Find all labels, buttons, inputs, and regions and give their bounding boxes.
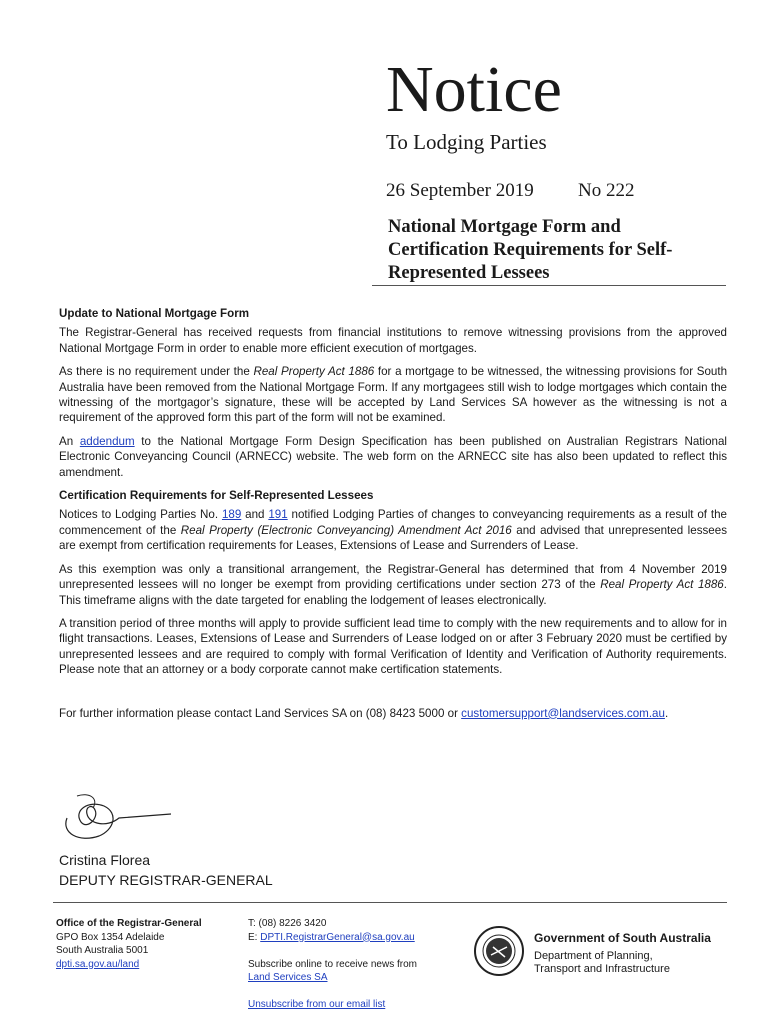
act-name: Real Property Act 1886 — [253, 365, 375, 379]
government-name: Government of South Australia — [534, 931, 711, 945]
heading-line: Certification Requirements for Self- — [388, 240, 673, 260]
address-line: South Australia 5001 — [56, 945, 149, 956]
section-heading-certification: Certification Requirements for Self-Represented Lessees — [59, 489, 374, 503]
text: For further information please contact Land Services SA on (08) 8423 5000 or — [59, 706, 462, 720]
signature-image — [59, 788, 179, 848]
text: Notices to Lodging Parties No. — [59, 508, 222, 522]
paragraph — [59, 434, 727, 480]
paragraph — [59, 562, 727, 608]
act-name: Real Property (Electronic Conveyancing) Amendment Act 2016 — [180, 523, 512, 537]
footer-divider — [53, 902, 727, 903]
department-line: Department of Planning, — [534, 950, 653, 962]
notice-body — [59, 306, 727, 729]
text: An — [59, 434, 80, 448]
notice-number: No 222 — [578, 180, 635, 201]
footer-contact — [248, 917, 417, 1012]
email-label: E: — [248, 931, 261, 943]
text: . — [664, 706, 669, 720]
paragraph — [59, 507, 727, 553]
paragraph: The Registrar-General has received requests from financial institutions to remove witnessing provisions from the approved National Mortgage Form in order to enable more efficient execution of mortgages. — [59, 326, 727, 355]
signer-title: DEPUTY REGISTRAR-GENERAL — [59, 872, 273, 888]
text: As this exemption was only a transitional arrangement, the Registrar-General has determined that from 4 November 2019 unrepresented lessees will no longer be exempt from providing certifications under section 273 of the — [59, 562, 727, 592]
subscribe-link[interactable]: Land Services SA — [248, 972, 328, 983]
registrar-email-link[interactable]: DPTI.RegistrarGeneral@sa.gov.au — [260, 931, 415, 943]
text: . This timeframe aligns with the date targeted for enabling the lodgement of leases electronically. — [59, 578, 727, 607]
heading-line: Represented Lessees — [388, 263, 550, 283]
text: and advised that unrepresented lessees are exempt from certification requirements for Leases, Extensions of Lease and Surrenders of Lease. — [59, 523, 727, 553]
customer-support-email-link[interactable]: customersupport@landservices.com.au — [461, 706, 665, 720]
notice-subtitle: To Lodging Parties — [386, 130, 547, 154]
address-line: GPO Box 1354 Adelaide — [56, 931, 165, 943]
notice-heading — [388, 216, 728, 285]
text: notified Lodging Parties of changes to conveyancing requirements as a result of the commencement of the — [59, 508, 727, 537]
signer-block — [59, 850, 273, 890]
text: to the National Mortgage Form Design Specification has been published on Australian Registrars National Electronic Conveyancing Council (ARNECC) website. The web form on the ARNECC site has also been updated to reflect this amendment. — [59, 434, 727, 479]
footer-office — [56, 917, 202, 971]
contact-paragraph — [59, 706, 727, 721]
subscribe-text: Subscribe online to receive news from — [248, 958, 417, 970]
section-heading-mortgage-form: Update to National Mortgage Form — [59, 307, 250, 320]
act-name: Real Property Act 1886 — [600, 578, 724, 592]
notice-date: 26 September 2019 — [386, 180, 534, 201]
addendum-link[interactable]: addendum — [79, 434, 135, 448]
department-line: Transport and Infrastructure — [534, 963, 670, 975]
notice-189-link[interactable]: 189 — [221, 508, 242, 522]
office-name: Office of the Registrar-General — [56, 918, 202, 929]
notice-title: Notice — [386, 53, 562, 126]
department-name — [534, 950, 670, 976]
website-link[interactable]: dpti.sa.gov.au/land — [56, 958, 140, 970]
unsubscribe-link[interactable]: Unsubscribe from our email list — [248, 999, 386, 1010]
signer-name: Cristina Florea — [59, 852, 151, 868]
paragraph — [59, 364, 727, 426]
text: for a mortgage to be witnessed, the witnessing provisions for South Australia have been removed from the National Mortgage Form. If any mortgagees still wish to lodge mortgages which contain the witnessing of the mortgagor’s signature, these will be accepted by Land Services SA however as the witnessing is not a requirement of the approved form this part of the form will not be examined. — [59, 365, 728, 425]
paragraph: A transition period of three months will apply to provide sufficient lead time to comply with the new requirements and to allow for in flight transactions. Leases, Extensions of Lease and Surrenders of Lease lodged on or after 3 February 2020 must be certified by unrepresented lessees and are required to comply with formal Verification of Identity and Verification of Authority requirements. Please note that an attorney or a body corporate cannot make certification statements. — [59, 616, 727, 677]
text: and — [241, 508, 269, 522]
phone-number: T: (08) 8226 3420 — [248, 918, 327, 929]
government-seal-logo — [473, 925, 525, 977]
text: As there is no requirement under the — [59, 365, 254, 379]
top-divider — [372, 285, 726, 286]
notice-191-link[interactable]: 191 — [268, 508, 288, 522]
heading-line: National Mortgage Form and — [388, 217, 621, 237]
